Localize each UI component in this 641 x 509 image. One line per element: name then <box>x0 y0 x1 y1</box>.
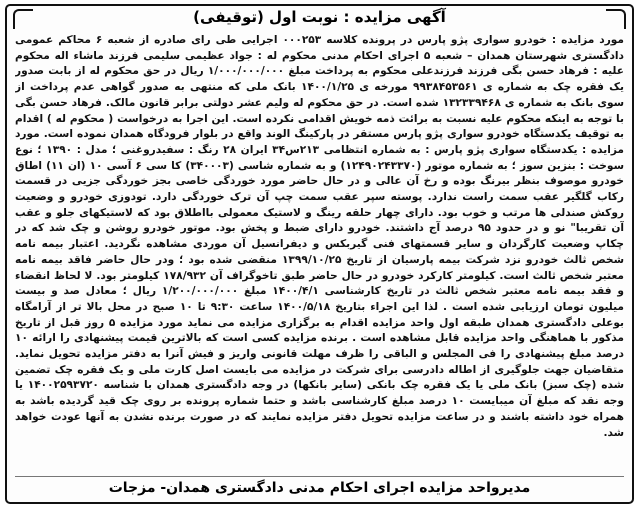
signature-divider <box>15 476 624 477</box>
notice-title: آگهی مزایده : نوبت اول (توقیفی) <box>193 8 446 26</box>
notice-header <box>7 6 632 32</box>
corner-ornament-right <box>606 9 626 29</box>
corner-ornament-left <box>13 9 33 29</box>
notice-signature: مدیرواحد مزایده اجرای احکام مدنی دادگستری همدان- مزجات <box>108 480 531 496</box>
notice-frame <box>5 4 634 504</box>
notice-body: مورد مزایده : خودرو سواری پژو پارس در پرونده کلاسه ۰۰۰۲۵۳ اجرایی طی رای صادره از شعبه ۶ محاکم عمومی دادگستری شهرستان همدان – شعبه ۵ اجرای احکام مدنی محکوم له : جواد عظیمی سلیمی فرزند ماشاء اله محکوم علیه : فرهاد حسن بگی فرزند فرزندعلی محکوم به پرداخت مبلغ ۱/۰۰۰/۰۰۰/۰۰۰ ریال در حق محکوم له از بابت صدور یک فقره چک به شماره ی ۹۹۳۸۴۵۳۵۶۱ مورخه ی ۱۴۰۰/۱/۲۵ بانک ملی که منتهی به صدور گواهی عدم پرداخت از سوی بانک به شماره ی ۱۳۲۳۳۹۴۶۸ شده است. در حق محکوم له ولیم عشر دولتی برابر قانون مالک. فرهاد حسن بگی با توجه به اینکه محکوم علیه نسبت به برائت ذمه خویش اقدامی نکرده است. این اجرا به درخواست ( محکوم له ) اقدام به توقیف یکدستگاه خودرو سواری پژو پارس مستقر در پارکینگ الوند واقع در بلوار فرودگاه همدان نموده است. مورد مزایده : یکدستگاه سواری پژو پارس : به شماره انتظامی ۲۱۳س۳۴ ایران ۲۸ رنگ : سفیدروغنی ؛ مدل : ۱۳۹۰ ؛ نوع سوخت : بنزین سوز ؛ به شماره موتور (۱۲۴۹۰۲۴۳۳۷۰) و به شماره شاسی (۳۴۰۰۰۳) کا سی ۶ آسی ۱۰ (ان ۱۱) اطاق خودرو موصوف بنظر بیرنگ بوده و رخ آن عالی و در حال حاضر مورد خوردگی خاصی بجز خوردگی جزیی در قسمت رکاب گلگیر عقب سمت راست ندارد. پوسته سپر عقب سمت چپ آن ترک خوردگی دارد. تودوزی خودرو و وضعیت روکش صندلی ها مرتب و خوب بود. دارای چهار حلقه رینگ و لاستیک معمولی بااطلاق بود که لاستیکهای جلو و عقب آن تقریبا" نو و در حدود ۹۵ درصد آج داشتند. خودرو دارای ضبط و پخش بود. موتور خودرو روشن و چک شد که در چکاپ وضعیت کارگردان و سایر قسمتهای فنی گیربکس و دیفرانسیل آن موردی مشاهده نگردید. اعتبار بیمه نامه شخص ثالث خودرو نزد شرکت بیمه پارسیان از تاریخ ۱۳۹۹/۱۰/۲۵ منقضی شده بود ؛ ودر حال حاضر فاقد بیمه نامه معتبر شخص ثالث است. کیلومتر کارکرد خودرو در حال حاضر طبق تاخوگراف آن ۱۷۸/۹۳۲ کیلومتر بود. لا لحاظ انقضاء و فقد بیمه نامه معتبر شخص ثالث در تاریخ کارشناسی ۱۴۰۰/۴/۱ مبلغ ۱/۲۰۰/۰۰۰/۰۰۰ ریال ؛ معادل صد و بیست میلیون تومان ارزیابی شده است . لذا این اجراء بتاریخ ۱۴۰۰/۵/۱۸ ساعت ۹:۳۰ تا ۱۰ صبح در محل بالا تر از آرامگاه بوعلی دادگستری همدان طبقه اول واحد مزایده اقدام به برگزاری مزایده می نماید مورد مزایده ۵ روز قبل از تاریخ مذکور با هماهنگی واحد مزایده قابل مشاهده است . برنده مزایده کسی است که بالاترین قیمت پیشنهادی را ارائه ۱۰ درصد مبلغ پیشنهادی را فی المجلس و الباقی را ظرف مهلت قانونی واریز و فیش آنرا به دفتر مزایده تحویل نماید. متقاضیان جهت جلوگیری از اطاله دادرسی برای شرکت در مزایده می بایست اصل کارت ملی و یک فقره چک تضمین شده (چک سبز) بانک ملی یا یک فقره چک بانکی (سایر بانکها) در وجه دادگستری همدان با شناسه ۱۴۰۰۲۵۹۳۷۲۰ یا وجه نقد که مبلغ آن میبایست ۱۰ درصد مبلغ کارشناسی باشد و حتما شماره پرونده بر روی چک قید گردیده باشد به همراه خود داشته باشند و در ساعت مزایده تحویل دفتر مزایده نمایند که در صورت برنده نشدن به آنها عودت خواهد شد. <box>15 34 624 439</box>
